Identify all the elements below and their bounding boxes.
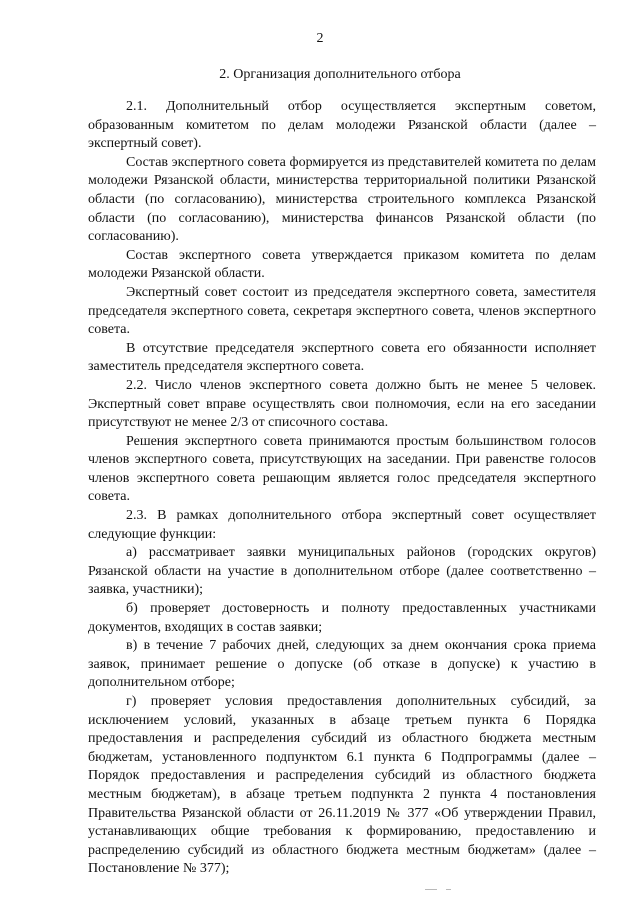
paragraph: г) проверяет условия предоставления дополнительных субсидий, за исключением условий, указанных в абзаце третьем пункта 6 Порядка предоставления и распределения субсидий из областного бюджета местным бюджетам, установленного подпунктом 6.1 пункта 6 Подпрограммы (далее – Порядок предоставления и распределения субсидий из областного бюджета местным бюджетам), в абзаце третьем подпункта 2 пункта 4 постановления Правительства Рязанской области от 26.11.2019 № 377 «Об утверждении Правил, устанавливающих общие требования к формированию, предоставлению и распределению субсидий из областного бюджета местным бюджетам» (далее – Постановление № 377);: [88, 694, 596, 877]
page-number: 2: [316, 31, 324, 46]
paragraph: 2.3. В рамках дополнительного отбора экспертный совет осуществляет следующие функции:: [88, 508, 596, 542]
paragraph: Состав экспертного совета формируется из представителей комитета по делам молодежи Рязанской области, министерства территориальной политики Рязанской области (по согласованию), министерства строительного комплекса Рязанской области (по согласованию), министерства финансов Рязанской области (по согласованию).: [88, 154, 596, 245]
section-title: 2. Организация дополнительного отбора: [219, 67, 461, 82]
paragraph: б) проверяет достоверность и полноту предоставленных участниками документов, входящих в состав заявки;: [88, 601, 596, 635]
paragraph: В отсутствие председателя экспертного совета его обязанности исполняет заместитель председателя экспертного совета.: [88, 340, 596, 375]
paragraph: 2.2. Число членов экспертного совета должно быть не менее 5 человек. Экспертный совет вправе осуществлять свои полномочия, если на его заседании присутствуют не менее 2/3 от списочного состава.: [88, 377, 596, 431]
paragraph: Решения экспертного совета принимаются простым большинством голосов членов экспертного совета, присутствующих на заседании. При равенстве голосов членов экспертного совета решающим является голос председателя экспертного совета.: [88, 433, 596, 505]
scan-mark: [446, 889, 451, 890]
paragraph: в) в течение 7 рабочих дней, следующих за днем окончания срока приема заявок, принимает решение о допуске (об отказе в допуске) к участию в дополнительном отборе;: [88, 638, 596, 691]
paragraph: Состав экспертного совета утверждается приказом комитета по делам молодежи Рязанской области.: [88, 247, 596, 282]
scan-mark: [425, 889, 437, 890]
paragraph: а) рассматривает заявки муниципальных районов (городских округов) Рязанской области на участие в дополнительном отборе (далее соответственно – заявка, участники);: [88, 545, 596, 598]
paragraph: Экспертный совет состоит из председателя экспертного совета, заместителя председателя экспертного совета, секретаря экспертного совета, членов экспертного совета.: [88, 284, 596, 338]
document-body: [88, 98, 596, 879]
paragraph: 2.1. Дополнительный отбор осуществляется экспертным советом, образованным комитетом по делам молодежи Рязанской области (далее – экспертный совет).: [88, 99, 596, 152]
